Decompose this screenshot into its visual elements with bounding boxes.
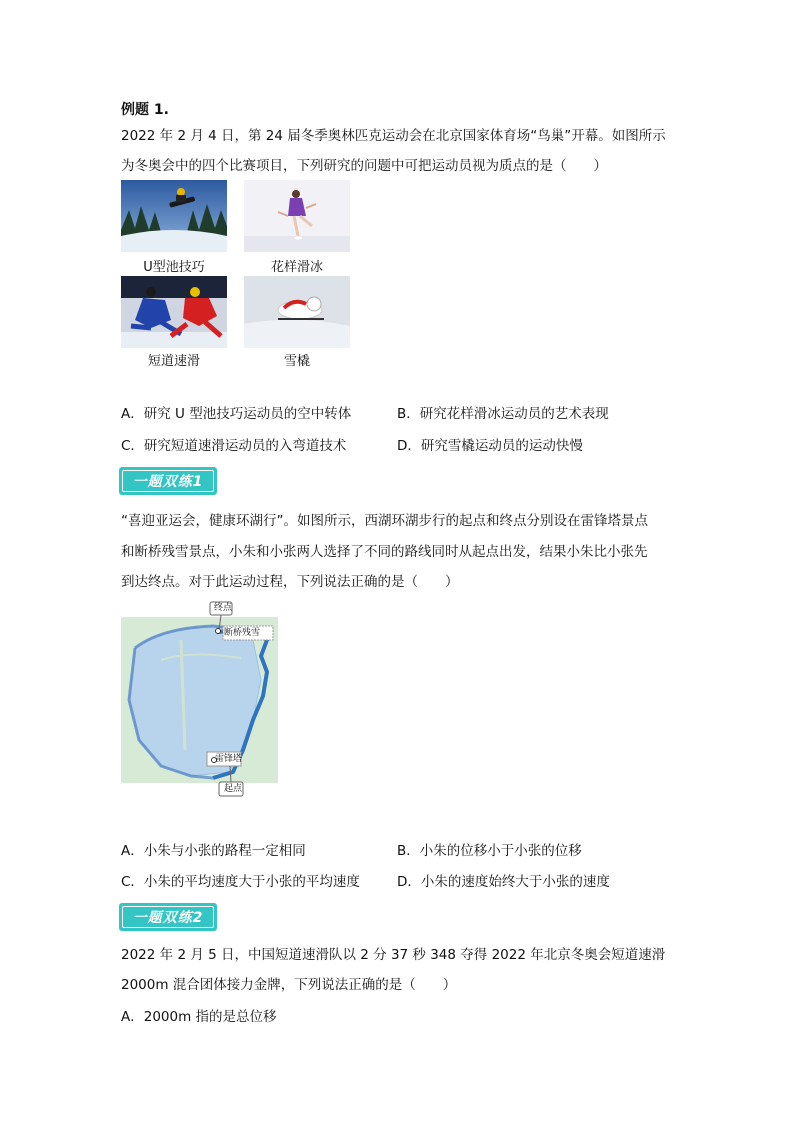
option-d: D．研究雪橇运动员的运动快慢 (397, 438, 583, 454)
figure-skating-photo (244, 180, 350, 252)
option-a: A．研究 U 型池技巧运动员的空中转体 (121, 406, 352, 422)
question-text-line: 到达终点。对于此运动过程，下列说法正确的是（ ） (121, 574, 459, 590)
short-track-photo (121, 276, 227, 348)
image-caption: 花样滑冰 (270, 260, 323, 275)
west-lake-map (121, 600, 278, 800)
question-text-line: 为冬奥会中的四个比赛项目，下列研究的问题中可把运动员视为质点的是（ ） (121, 158, 607, 174)
end-place-label: 断桥残雪 (224, 628, 261, 638)
option-b: B．小朱的位移小于小张的位移 (397, 843, 582, 859)
option-b: B．研究花样滑冰运动员的艺术表现 (397, 406, 609, 422)
question-text-line: 和断桥残雪景点，小朱和小张两人选择了不同的路线同时从起点出发，结果小朱比小张先 (121, 544, 648, 560)
end-label: 终点 (213, 603, 232, 613)
question-text-line: “喜迎亚运会，健康环湖行”。如图所示，西湖环湖步行的起点和终点分别设在雷锋塔景点 (121, 513, 648, 529)
option-a: A．小朱与小张的路程一定相同 (121, 843, 306, 859)
badge-label: 一题双练2 (132, 910, 204, 926)
example-title: 例题 1. (121, 102, 169, 118)
question-text-line: 2000m 混合团体接力金牌，下列说法正确的是（ ） (121, 977, 457, 993)
practice-badge (119, 903, 217, 931)
start-place-label: 雷锋塔 (215, 754, 243, 764)
option-d: D．小朱的速度始终大于小张的速度 (397, 874, 610, 890)
image-caption: 雪橇 (283, 354, 310, 369)
option-c: C．研究短道速滑运动员的入弯道技术 (121, 438, 347, 454)
image-caption: 短道速滑 (147, 354, 200, 369)
badge-label: 一题双练1 (132, 474, 204, 490)
halfpipe-photo (121, 180, 227, 252)
question-text-line: 2022 年 2 月 5 日，中国短道速滑队以 2 分 37 秒 348 夺得 2022 年北京冬奥会短道速滑 (121, 947, 666, 963)
start-label: 起点 (223, 784, 242, 794)
image-caption: U型池技巧 (143, 260, 205, 275)
option-a: A．2000m 指的是总位移 (121, 1009, 277, 1025)
option-c: C．小朱的平均速度大于小张的平均速度 (121, 874, 360, 890)
question-text-line: 2022 年 2 月 4 日，第 24 届冬季奥林匹克运动会在北京国家体育场“鸟巢”开幕。如图所示 (121, 128, 666, 144)
skeleton-sled-photo (244, 276, 350, 348)
practice-badge (119, 467, 217, 495)
